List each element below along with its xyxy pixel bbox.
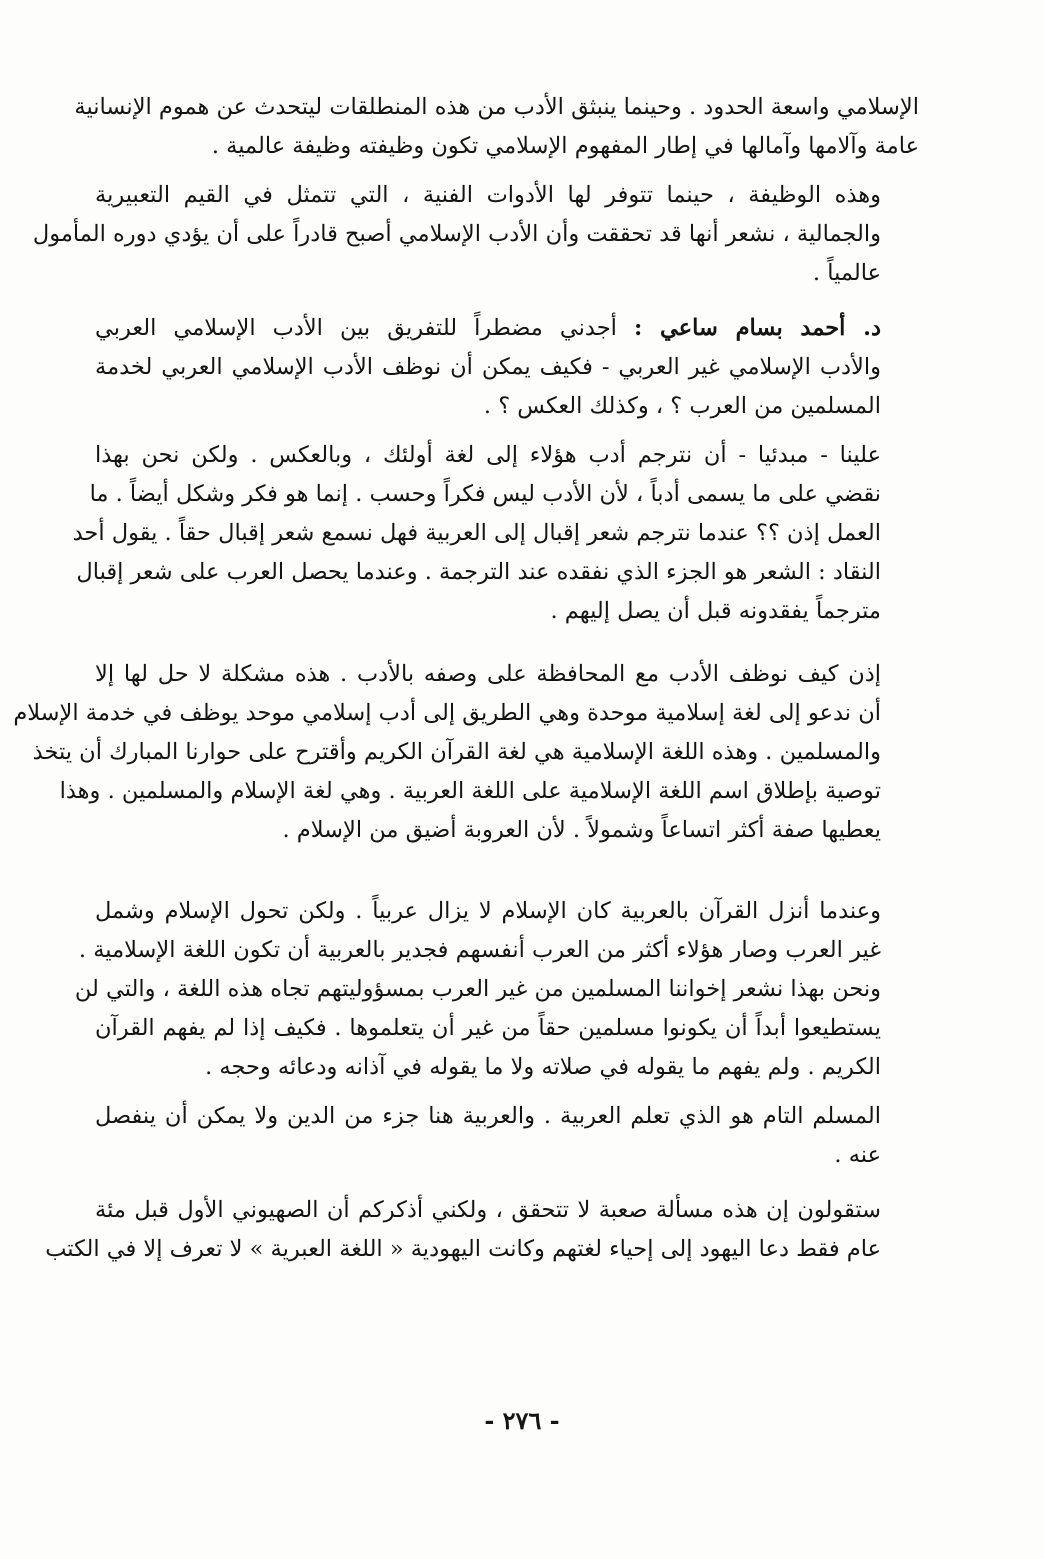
text-line: الكريم . ولم يفهم ما يقوله في صلاته ولا ما يقوله في آذانه ودعائه وحجه .: [205, 1054, 881, 1080]
text-line: أن ندعو إلى لغة إسلامية موحدة وهي الطريق إلى أدب إسلامي موحد يوظف في خدمة الإسلام: [13, 700, 881, 726]
text-line: الإسلامي واسعة الحدود . وحينما ينبثق الأدب من هذه المنطلقات ليتحدث عن هموم الإنسانية: [74, 94, 919, 120]
text-line: مترجماً يفقدونه قبل أن يصل إليهم .: [550, 598, 881, 624]
text-line: [95, 309, 919, 348]
body-text: [13, 88, 919, 1269]
text-line: عامة وآلامها وآمالها في إطار المفهوم الإسلامي تكون وظيفته وظيفة عالمية .: [211, 133, 919, 159]
text-line: والمسلمين . وهذه اللغة الإسلامية هي لغة القرآن الكريم وأقترح على حوارنا المبارك أن يتخذ: [32, 739, 881, 765]
text-line: عنه .: [834, 1142, 881, 1168]
text-line: عام فقط دعا اليهود إلى إحياء لغتهم وكانت اليهودية « اللغة العبرية » لا تعرف إلا في الكتب: [45, 1236, 881, 1262]
text-line: وعندما أنزل القرآن بالعربية كان الإسلام لا يزال عربياً . ولكن تحول الإسلام وشمل: [95, 898, 881, 924]
text-line: والأدب الإسلامي غير العربي - فكيف يمكن أن نوظف الأدب الإسلامي العربي لخدمة: [95, 354, 881, 380]
paragraph-5: [13, 655, 919, 850]
paragraph-1: [74, 88, 919, 166]
text-line: والجمالية ، نشعر أنها قد تحققت وأن الأدب الإسلامي أصبح قادراً على أن يؤدي دوره المأمول: [32, 221, 881, 247]
text-line: يستطيعوا أبداً أن يكونوا مسلمين حقاً من غير أن يتعلموها . فكيف إذا لم يفهم القرآن: [95, 1015, 881, 1041]
text-line: المسلم التام هو الذي تعلم العربية . والعربية هنا جزء من الدين ولا يمكن أن ينفصل: [95, 1103, 881, 1129]
paragraph-6: [74, 892, 919, 1087]
paragraph-4: [72, 436, 919, 631]
text-line: المسلمين من العرب ؟ ، وكذلك العكس ؟ .: [483, 393, 881, 419]
paragraph-3: [95, 309, 919, 426]
text-line: وهذه الوظيفة ، حينما تتوفر لها الأدوات الفنية ، التي تتمثل في القيم التعبيرية: [95, 182, 881, 208]
speaker-name: د. أحمد بسام ساعي :: [633, 315, 881, 341]
text-line: ستقولون إن هذه مسألة صعبة لا تتحقق ، ولكني أذكركم أن الصهيوني الأول قبل مئة: [95, 1197, 881, 1223]
page-number: - ٢٧٦ -: [484, 1406, 560, 1435]
paragraph-8: [45, 1191, 919, 1269]
text-line: إذن كيف نوظف الأدب مع المحافظة على وصفه بالأدب . هذه مشكلة لا حل لها إلا: [95, 661, 881, 687]
paragraph-7: [95, 1097, 919, 1175]
speaker-text: أجدني مضطراً للتفريق بين الأدب الإسلامي العربي: [95, 315, 617, 341]
text-line: غير العرب وصار هؤلاء أكثر من العرب أنفسهم فجدير بالعربية أن تكون اللغة الإسلامية .: [78, 937, 881, 963]
text-line: نقضي على ما يسمى أدباً ، لأن الأدب ليس فكراً وحسب . إنما هو فكر وشكل أيضاً . ما: [89, 481, 881, 507]
text-line: يعطيها صفة أكثر اتساعاً وشمولاً . لأن العروبة أضيق من الإسلام .: [282, 817, 881, 843]
paragraph-2: [32, 176, 919, 293]
text-line: ونحن بهذا نشعر إخواننا المسلمين من غير العرب بمسؤوليتهم تجاه هذه اللغة ، والتي لن: [74, 976, 881, 1002]
text-line: العمل إذن ؟؟ عندما نترجم شعر إقبال إلى العربية فهل نسمع شعر إقبال حقاً . يقول أحد: [72, 520, 881, 546]
text-line: علينا - مبدئيا - أن نترجم أدب هؤلاء إلى لغة أولئك ، وبالعكس . ولكن نحن بهذا: [95, 442, 881, 468]
text-line: عالمياً .: [812, 260, 881, 286]
text-line: النقاد : الشعر هو الجزء الذي نفقده عند الترجمة . وعندما يحصل العرب على شعر إقبال: [76, 559, 881, 585]
text-line: توصية بإطلاق اسم اللغة الإسلامية على اللغة العربية . وهي لغة الإسلام والمسلمين . وهذا: [59, 778, 881, 804]
